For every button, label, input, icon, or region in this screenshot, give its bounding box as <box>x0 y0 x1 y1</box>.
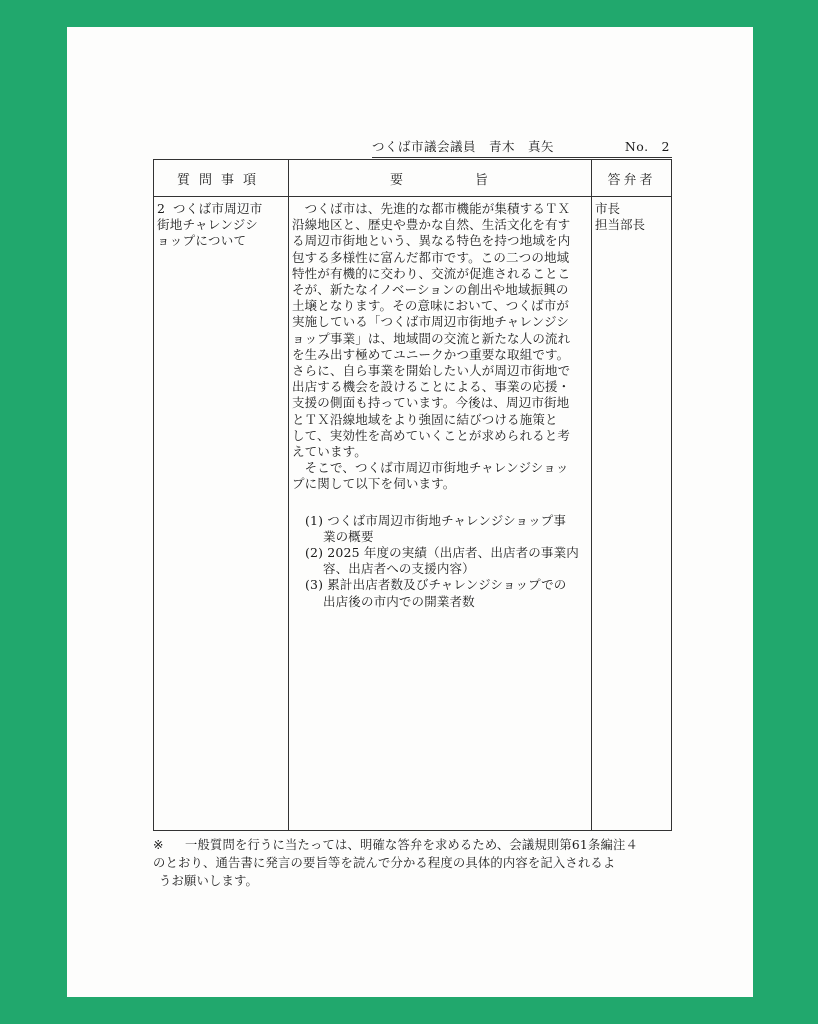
summary-line: そが、新たなイノベーションの創出や地域振興の <box>292 282 569 298</box>
list-item: (2) 2025 年度の実績（出店者、出店者の事業内 <box>305 545 579 561</box>
summary-line: そこで、つくば市周辺市街地チャレンジショッ <box>292 460 569 476</box>
summary-line: して、実効性を高めていくことが求められると考 <box>292 427 571 443</box>
table-header-row <box>154 160 672 197</box>
question-line: 街地チャレンジシ <box>157 217 259 232</box>
council-member-name: つくば市議会議員 青木 真矢 <box>372 139 555 154</box>
summary-line: 出店する機会を設けることによる、事業の応援・ <box>292 379 571 395</box>
question-form-table <box>153 159 672 831</box>
column-header-answerer <box>592 160 672 197</box>
answerer-line: 市長 <box>595 201 621 216</box>
question-number: 2 <box>157 201 166 216</box>
answerer-cell <box>592 197 672 831</box>
summary-line: 実施している「つくば市周辺市街地チャレンジシ <box>292 314 569 330</box>
summary-line: 包する多様性に富んだ都市です。この二つの地域 <box>292 249 570 265</box>
column-header-summary-right: 旨 <box>475 172 491 188</box>
document-number: No. 2 <box>624 139 670 154</box>
column-header-answerer-label: 答弁者 <box>607 172 656 188</box>
summary-line: ョップ事業」は、地域間の交流と新たな人の流れ <box>292 330 571 346</box>
summary-line: 特性が有機的に交わり、交流が促進されることこ <box>292 265 571 281</box>
summary-line: る周辺市街地という、異なる特色を持つ地域を内 <box>292 233 571 249</box>
footnote-line: うお願いします。 <box>159 874 258 888</box>
list-item: (1) つくば市周辺市街地チャレンジショップ事 <box>305 512 567 528</box>
table-row <box>154 197 672 831</box>
answerer-line: 担当部長 <box>595 217 646 232</box>
summary-line: 沿線地区と、歴史や豊かな自然、生活文化を有す <box>292 217 571 233</box>
summary-line: つくば市は、先進的な都市機能が集積するＴＸ <box>292 201 571 216</box>
footnote-mark: ※ <box>153 838 164 852</box>
column-header-summary <box>289 160 592 197</box>
question-item-list <box>292 513 589 610</box>
footnote <box>153 836 683 890</box>
list-item-continuation: 業の概要 <box>323 528 374 544</box>
question-cell <box>154 197 289 831</box>
question-line <box>157 201 286 217</box>
column-header-question-label: 質問事項 <box>176 172 265 188</box>
summary-line: さらに、自ら事業を開始したい人が周辺市街地で <box>292 363 571 379</box>
list-item-continuation: 出店後の市内での開業者数 <box>323 593 475 609</box>
summary-line: プに関して以下を伺います。 <box>292 476 456 492</box>
footnote-line: のとおり、通告書に発言の要旨等を読んで分かる程度の具体的内容を記入されるよ <box>153 856 616 870</box>
footnote-line: 一般質問を行うに当たっては、明確な答弁を求めるため、会議規則第61条編注４ <box>185 838 638 852</box>
list-item-continuation: 容、出店者への支援内容） <box>323 561 475 577</box>
summary-line: えています。 <box>292 444 367 460</box>
summary-line: 土壌となります。その意味において、つくば市が <box>292 298 570 314</box>
column-header-question <box>154 160 289 197</box>
question-line: ョップについて <box>157 233 247 248</box>
summary-cell <box>289 197 592 831</box>
summary-line: を生み出す極めてユニークかつ重要な取組です。 <box>292 346 570 362</box>
summary-line: 支援の側面も持っています。今後は、周辺市街地 <box>292 395 570 411</box>
question-text: つくば市周辺市 <box>173 201 263 216</box>
summary-line: とＴＸ沿線地域をより強固に結びつける施策と <box>292 411 558 427</box>
column-header-summary-left: 要 <box>389 172 405 188</box>
document-header <box>372 137 672 158</box>
list-item: (3) 累計出店者数及びチャレンジショップでの <box>305 577 567 593</box>
